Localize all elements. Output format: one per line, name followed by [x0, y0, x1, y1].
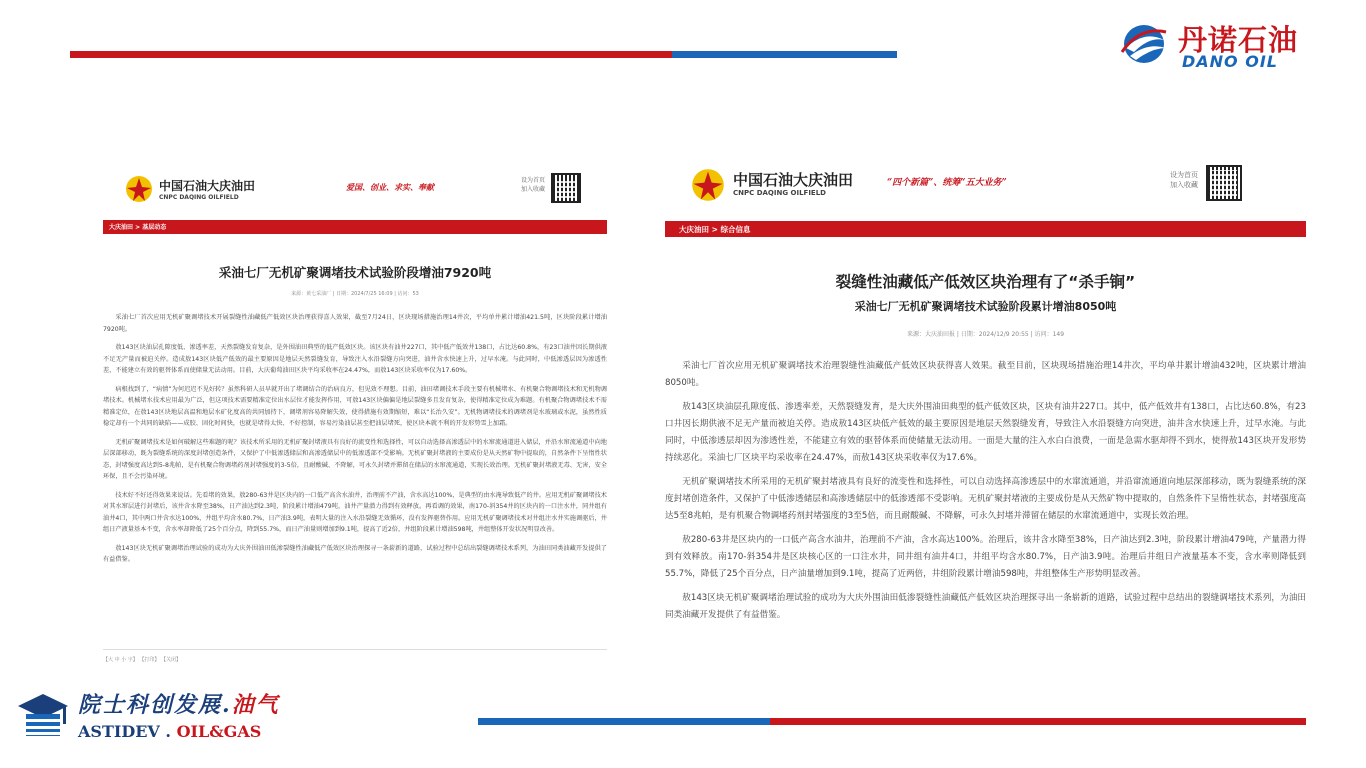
left-article-panel [103, 165, 607, 670]
footer-brand-cn-main: 院士科创发展. [78, 692, 232, 718]
academy-cap-icon [16, 688, 70, 742]
article-subtitle: 采油七厂无机矿聚调堵技术试验阶段累计增油8050吨 [854, 300, 1117, 313]
paragraph: 采油七厂首次应用无机矿聚调堵技术开展裂缝性油藏低产低效区块治理获得喜人效果，截至7月24日，区块现场措施治理14井次，平均单井累计增油421.5吨，区块阶段累计增油7920吨。 [103, 314, 607, 333]
footer-divider [103, 649, 607, 650]
article-tools[interactable]: 【大 中 小 字】 【打印】 【关闭】 [103, 657, 181, 663]
home-links[interactable]: 设为首页 加入收藏 [521, 177, 546, 193]
home-links[interactable]: 设为首页 加入收藏 [1170, 171, 1198, 190]
article-body [103, 312, 607, 566]
paragraph: 敖280-63井是区块内的一口低产高含水油井，治理前不产油，含水高达100%。治理后，该井含水降至38%，日产油达到2.3吨，阶段累计增油479吨，产量潜力得到有效释放。南170-斜354井是区块核心区的一口注水井，同井组有油井4口，井组平均含水80.7%，日产油3.9吨。治理后井组日产液量基本不变，含水率则降低到55.7%，降低了25个百分点，日产油量增加到9.1吨，提高了近两倍，井组阶段累计增油598吨，井组整体生产形势明显改善。 [665, 535, 1306, 579]
paragraph: 技术好不好还得效果来说话。先看堵的效果，敖280-63井是区块内的一口低产高含水油井，治理前不产油，含水高达100%，是典型的由水淹导致低产的井。应用无机矿聚调堵技术对其水窜层进行封堵后，该井含水降至38%，日产油达到2.3吨，阶段累计增油479吨，油井产量潜力得到有效释放。再看调的效果，南170-斜354井的区块内的一口注水井，同井组有油井4口，其中两口井含水达100%，井组平均含水80.7%，日产油3.9吨，表明大量的注入水沿裂缝无效循环，没有发挥驱替作用。应用无机矿聚调堵技术对井组注水井实施调驱后，井组日产液量基本不变，含水率却降低了25个百分点，降到55.7%，而日产油量则增加到9.1吨，提高了近2倍，井组阶段累计增油598吨，井组整体开发状况明显改善。 [103, 491, 607, 533]
top-bar-blue [672, 51, 897, 58]
paragraph: 采油七厂首次应用无机矿聚调堵技术治理裂缝性油藏低产低效区块获得喜人效果。截至目前，区块现场措施治理14井次，平均单井累计增油432吨，区块累计增油8050吨。 [665, 361, 1306, 388]
site-name-en: CNPC DAQING OILFIELD [733, 189, 826, 197]
site-slogan: 爱国、创业、求实、奉献 [346, 182, 434, 192]
paragraph: 病根找到了，“病情”为何迟迟不见好转？虽然科研人员早就开出了堵调结合的治病良方，但见效不理想。目前，油田堵调技术手段主要有机械堵水、有机聚合物调堵技术和无机物调堵技术。机械堵水技术应用最为广泛，但这项技术需要精准定位出水层位才能发挥作用，可敖143区块偏偏是地层裂缝多且发育复杂，使得精准定位成为难题。有机聚合物调堵技术不需精准定位，在敖143区块地层高温和地层水矿化度高的共同加持下，调堵剂容易降解失效，使得措施有效期缩短，难以“长治久安”。无机物调堵技术的调堵剂是水玻璃或水泥，虽然性质稳定却有一个共同的缺陷——成胶、固化时间快，也就是堵得太快、不好控制，容易污染油层甚至把油层堵死，使区块本就不利的开发形势雪上加霜。 [103, 385, 607, 427]
article-title: 裂缝性油藏低产低效区块治理有了“杀手锏” [835, 273, 1136, 291]
paragraph: 无机矿聚调堵技术是如何破解这些难题的呢？该技术所采用的无机矿聚封堵液具有良好的流变性和选择性，可以自动选择高渗透层中的水窜流通道进入储层，并沿水窜流通道中向地层深部移动，既为裂缝系统的深度封堵创造条件，又保护了中低渗透储层和高渗透储层中的低渗透部不受影响。无机矿聚封堵液的主要成份是从天然矿物中提取的，自然条件下呈惰性状态，封堵强度高达到5-8兆帕，是有机聚合物调堵药剂封堵强度的3-5倍，且耐酸碱、不降解，可永久封堵并滞留在储层的水窜流通道，实现长效治理。无机矿聚封堵液无毒、无害，安全环保，且不会污染环境。 [103, 438, 607, 480]
footer-brand-cn [78, 688, 280, 719]
breadcrumb-bar [665, 221, 1306, 237]
paragraph: 敖143区块油层孔隙度低、渗透率差，天然裂缝发育，是大庆外围油田典型的低产低效区块，区块有油井227口。其中，低产低效井有138口，占比达60.8%，有23口井因长期供液不足无产量而被迫关停。造成敖143区块低产低效的最主要原因是地层天然裂缝发育，导致注入水沿裂缝方向突进，油井含水快速上升，过早水淹。与此同时，中低渗透层却因为渗透性差，不能建立有效的驱替体系而使储量无法动用。一面是大量的注入水白白浪费，一面是急需水驱却得不到水，使得敖143区块开发形势持续恶化。采油七厂区块平均采收率在24.47%，而敖143区块采收率仅为17.6%。 [665, 402, 1306, 463]
footer-brand-cn-accent: 油气 [231, 692, 280, 718]
bottom-bar-blue [478, 718, 770, 725]
right-article-panel [665, 158, 1306, 630]
footer-brand-en [78, 722, 261, 741]
paragraph: 敖143区块无机矿聚调堵治理试验的成功为大庆外围油田低渗裂缝性油藏低产低效区块治理探寻出一条崭新的道路，试验过程中总结出的裂缝调堵技术系列，为油田同类油藏开发提供了有益借鉴。 [665, 593, 1306, 620]
site-name-cn: 中国石油大庆油田 [159, 179, 256, 193]
brand-name-cn: 丹诺石油 [1178, 23, 1299, 57]
brand-name-en: DANO OIL [1182, 52, 1278, 71]
paragraph: 敖143区块无机矿聚调堵治理试验的成功为大庆外围油田低渗裂缝性油藏低产低效区块治理探寻一条崭新的道路，试验过程中总结出裂缝调堵技术系列，为油田同类油藏开发提供了有益借鉴。 [103, 544, 607, 563]
breadcrumb[interactable]: 大庆油田 > 基层动态 [109, 224, 167, 231]
bottom-bar-red [770, 718, 1306, 725]
cnpc-logo-icon [691, 168, 725, 202]
article-body [665, 358, 1306, 624]
site-slogan: “四个新篇”、统筹“五大业务” [887, 178, 1007, 188]
paragraph: 敖143区块油层孔隙度低、渗透率差，天然裂缝发育复杂，是外围油田典型的低产低效区块。该区块有油井227口，其中低产低效井138口，占比达60.8%，有23口油井因长期供液不足无产量而被迫关停。造成敖143区块低产低效的最主要原因是地层天然裂缝发育，导致注入水沿裂缝方向突进，油井含水快速上升，过早水淹。与此同时，中低渗透层因为渗透性差，不能建立有效的驱替体系而使储量无法动用。目前，大庆葡萄油田区块平均采收率在24.47%，而敖143区块采收率仅为17.60%。 [103, 344, 607, 374]
dano-globe-icon [1120, 22, 1168, 66]
breadcrumb-bar [103, 220, 607, 234]
cnpc-logo-icon [125, 175, 153, 203]
qr-code [1206, 165, 1242, 201]
site-name-cn: 中国石油大庆油田 [733, 171, 854, 189]
qr-code [551, 173, 581, 203]
site-name-en: CNPC DAQING OILFIELD [159, 194, 239, 201]
footer-brand-en-main: ASTIDEV . [78, 722, 171, 741]
breadcrumb[interactable]: 大庆油田 > 综合信息 [679, 225, 751, 234]
article-title: 采油七厂无机矿聚调堵技术试验阶段增油7920吨 [218, 265, 492, 280]
footer-brand-en-accent: OIL&GAS [176, 722, 262, 741]
paragraph: 无机矿聚调堵技术所采用的无机矿聚封堵液具有良好的流变性和选择性，可以自动选择高渗透层中的水窜流通道，并沿窜流通道向地层深部移动，既为裂缝系统的深度封堵创造条件，又保护了中低渗透储层和高渗透储层中的低渗透部不受影响。无机矿聚封堵液的主要成份是从天然矿物中提取的，自然条件下呈惰性状态，封堵强度高达5至8兆帕，是有机聚合物调堵药剂封堵强度的3至5倍，而且耐酸碱、不降解，可永久封堵并滞留在储层的水窜流通道中，实现长效治理。 [665, 477, 1306, 521]
article-meta: 来源：大庆油田报 | 日期：2024/12/9 20:55 | 访问：149 [906, 331, 1065, 338]
top-bar-red [70, 51, 672, 58]
article-meta: 来源：黄七采油厂 | 日期：2024/7/25 16:09 | 访问：53 [291, 291, 419, 297]
